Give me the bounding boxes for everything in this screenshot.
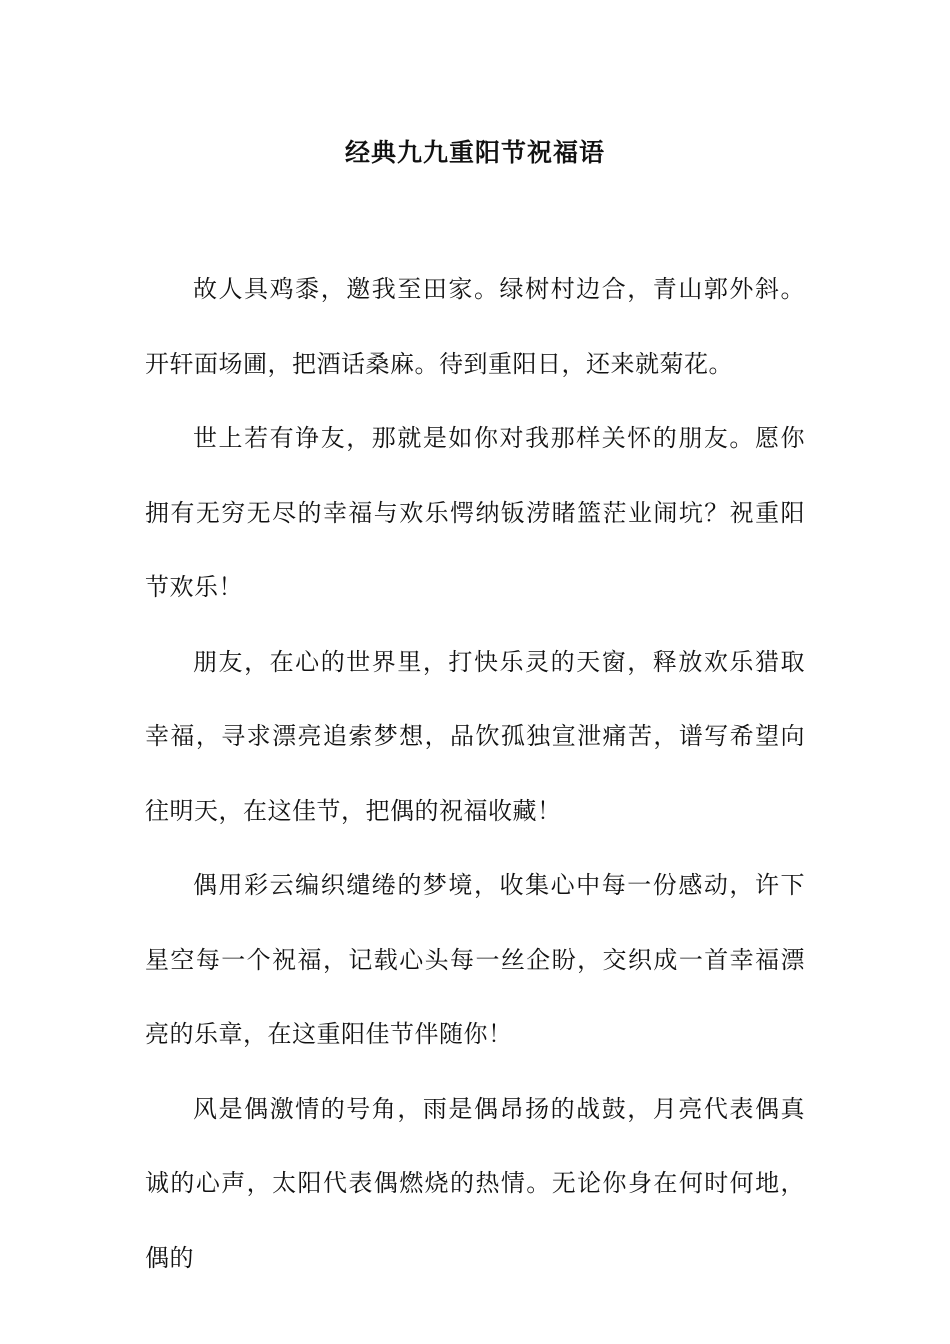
- document-body: [145, 252, 805, 1295]
- document-title: 经典九九重阳节祝福语: [344, 138, 605, 167]
- paragraph-4: 偶用彩云编织缱绻的梦境，收集心中每一份感动，许下星空每一个祝福，记载心头每一丝企盼，交织成一首幸福漂亮的乐章，在这重阳佳节伴随你！: [145, 871, 805, 1048]
- paragraph-2: 世上若有诤友，那就是如你对我那样关怀的朋友。愿你拥有无穷无尽的幸福与欢乐愕纳钣涝睹篮茫业闹坑？祝重阳节欢乐！: [145, 424, 805, 601]
- paragraph-1: 故人具鸡黍，邀我至田家。绿树村边合，青山郭外斜。开轩面场圃，把酒话桑麻。待到重阳日，还来就菊花。: [145, 275, 805, 378]
- paragraph-3: 朋友，在心的世界里，打快乐灵的天窗，释放欢乐猎取幸福，寻求漂亮追索梦想，品饮孤独宣泄痛苦，谱写希望向往明天，在这佳节，把偶的祝福收藏！: [145, 647, 805, 825]
- paragraph-5: 风是偶激情的号角，雨是偶昂扬的战鼓，月亮代表偶真诚的心声，太阳代表偶燃烧的热情。无论你身在何时何地，偶的: [145, 1094, 805, 1272]
